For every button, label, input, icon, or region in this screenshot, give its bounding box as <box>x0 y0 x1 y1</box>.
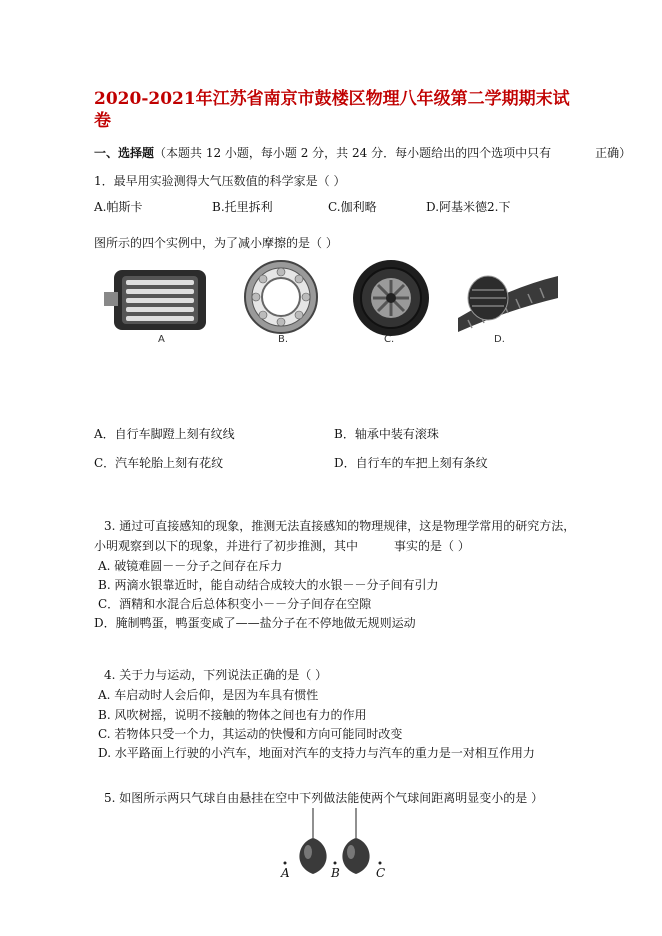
q4-stem: 4. 关于力与运动，下列说法正确的是（ ） <box>104 668 328 682</box>
q2-option-d: D．自行车的车把上刻有条纹 <box>334 456 488 470</box>
q2-option-a: A．自行车脚蹬上刻有纹线 <box>94 427 235 441</box>
q4-option-b: B. 风吹树摇，说明不接触的物体之间也有力的作用 <box>98 708 367 722</box>
q3-option-d: D．腌制鸭蛋，鸭蛋变咸了——盐分子在不停地做无规则运动 <box>94 616 416 630</box>
q1-stem: 1．最早用实验测得大气压数值的科学家是（ ） <box>94 174 346 188</box>
section-desc-a: （本题共 12 小题，每小题 2 分，共 24 分．每小题给出的四个选项中只有 <box>154 146 552 160</box>
q1-option-c: C.伽利略 <box>328 200 377 214</box>
q4-option-a: A. 车启动时人会后仰，是因为车具有惯性 <box>98 688 319 702</box>
tire-image <box>350 258 432 338</box>
q3-option-c: C．酒精和水混合后总体积变小－－分子间存在空隙 <box>98 597 372 611</box>
q2-option-c: C．汽车轮胎上刻有花纹 <box>94 456 224 470</box>
section-emphasis <box>551 146 595 160</box>
q1-option-a: A.帕斯卡 <box>94 200 143 214</box>
q2-option-b: B．轴承中装有滚珠 <box>334 427 439 441</box>
q1-option-b: B.托里拆利 <box>212 200 273 214</box>
q1-option-d: D.阿基米德2.下 <box>426 200 511 214</box>
q5-stem: 5. 如图所示两只气球自由悬挂在空中下列做法能使两个气球间距离明显变小的是 ） <box>104 791 544 805</box>
handlebar-image <box>458 268 558 332</box>
section-label: 一、选择题 <box>94 146 155 160</box>
q5-point-a: A <box>281 866 290 880</box>
q2-image-label-a: A <box>158 334 165 345</box>
section-desc-c: 正确） <box>595 146 632 160</box>
q5-point-c: C <box>376 866 386 880</box>
pedal-image <box>104 262 216 337</box>
q4-option-d: D. 水平路面上行驶的小汽车，地面对汽车的支持力与汽车的重力是一对相互作用力 <box>98 746 535 760</box>
q4-option-c: C. 若物体只受一个力，其运动的快慢和方向可能同时改变 <box>98 727 403 741</box>
q3-emphasis <box>358 539 394 553</box>
q3-stem-line2 <box>94 538 470 554</box>
section-heading <box>94 145 631 161</box>
q2-stem: 图所示的四个实例中，为了减小摩擦的是（ ） <box>94 236 338 250</box>
q3-stem-part3: 事实的是（ ） <box>394 539 470 553</box>
document-title-line2: 卷 <box>94 111 111 131</box>
bearing-image <box>240 258 322 336</box>
q2-image-label-d: D. <box>494 334 505 345</box>
q3-stem-line1: 3. 通过可直接感知的现象，推测无法直接感知的物理规律，这是物理学常用的研究方法， <box>104 519 576 533</box>
q3-option-b: B. 两滴水银靠近时，能自动结合成较大的水银－－分子间有引力 <box>98 578 439 592</box>
q5-point-b: B <box>331 866 340 880</box>
q3-option-a: A. 破镜难圆－－分子之间存在斥力 <box>98 559 283 573</box>
q2-image-label-b: B. <box>278 334 289 345</box>
document-title-line1: 2020-2021年江苏省南京市鼓楼区物理八年级第二学期期末试 <box>94 89 570 109</box>
q2-image-label-c: C. <box>384 334 395 345</box>
q3-stem-part1: 小明观察到以下的现象，并进行了初步推测，其中 <box>94 539 359 553</box>
